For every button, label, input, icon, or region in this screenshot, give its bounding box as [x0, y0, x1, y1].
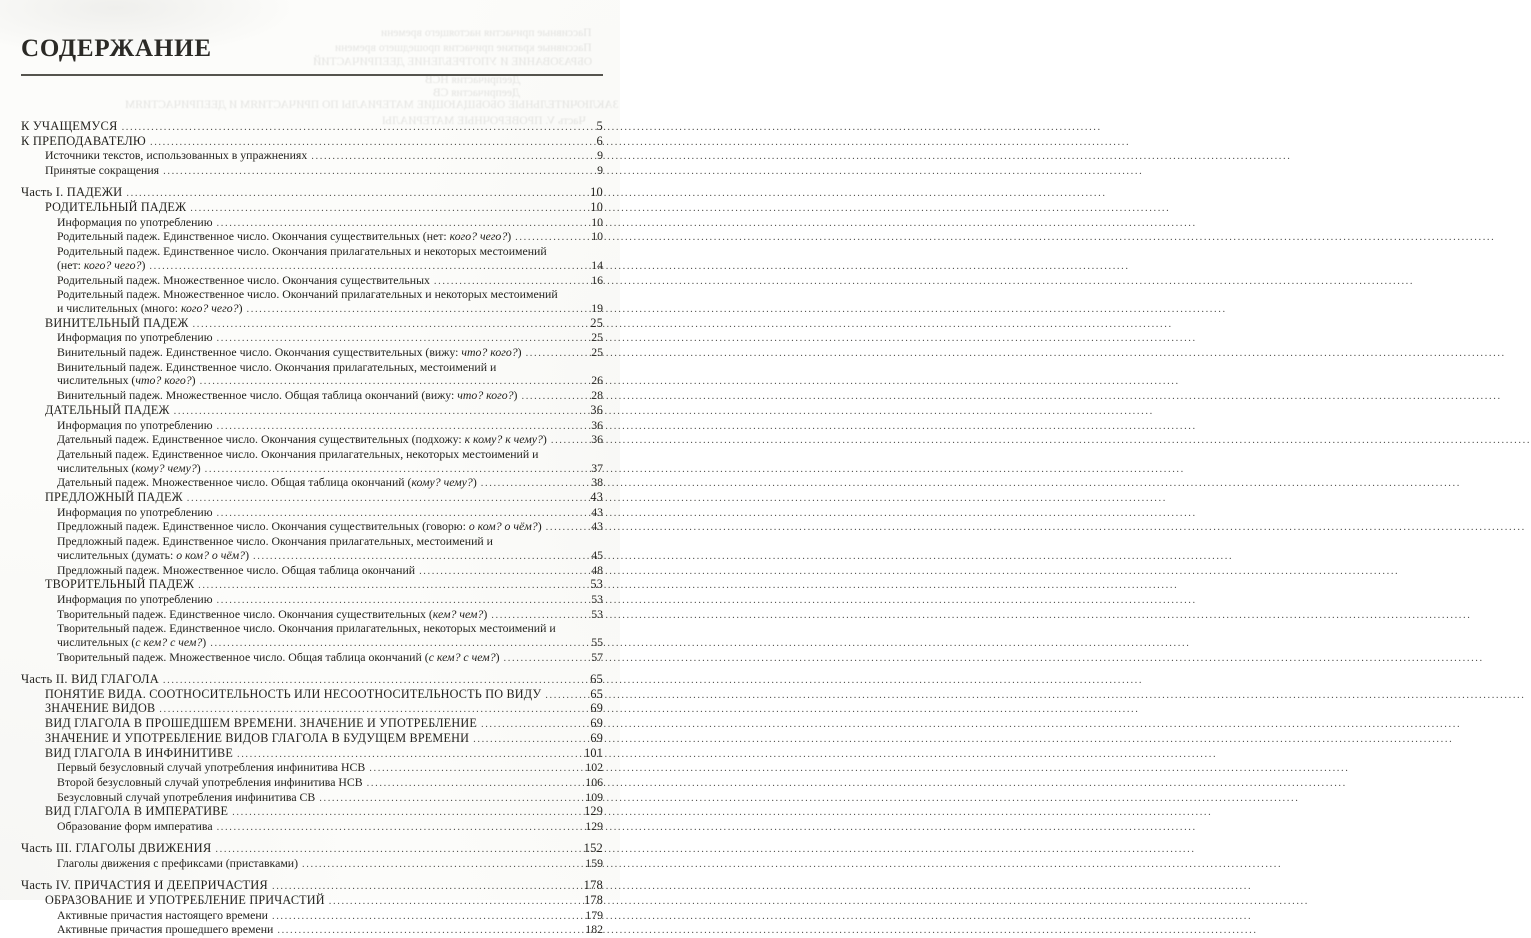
toc-page-number: 25 — [590, 315, 603, 330]
toc-entry-line — [21, 149, 603, 164]
toc-entry-line — [21, 186, 603, 201]
toc-entry-text: Винительный падеж. Единственное число. Окончания существительных (вижу: что? кого?) — [57, 345, 522, 360]
toc-page-number: 10 — [590, 200, 603, 215]
leader-dots — [434, 274, 589, 289]
leader-dots — [205, 462, 590, 477]
toc-entry-text: Часть II. ВИД ГЛАГОЛА — [21, 672, 159, 687]
leader-dots — [545, 688, 588, 703]
leader-dots — [277, 923, 583, 938]
toc-entry-line — [21, 761, 603, 776]
bleedthrough-line: Деепричастия НСВ — [424, 74, 520, 86]
leader-dots — [159, 702, 588, 717]
toc-entry-line — [21, 894, 603, 909]
toc-entry-text: Принятые сокращения — [45, 163, 160, 178]
toc-page-number: 178 — [583, 878, 603, 893]
toc-page-number: 53 — [590, 577, 603, 592]
leader-dots — [217, 593, 590, 608]
toc-page-number: 43 — [591, 519, 603, 534]
toc-entry-line — [21, 879, 603, 894]
leader-dots — [247, 302, 590, 317]
toc-entry-line — [21, 732, 603, 747]
toc-entry-line — [21, 506, 603, 521]
toc-page-number: 6 — [596, 133, 603, 148]
toc-entry-line — [21, 622, 603, 636]
toc-entry-line — [21, 216, 603, 231]
leader-dots — [174, 404, 589, 419]
toc-entry-text: ЗНАЧЕНИЕ ВИДОВ — [45, 701, 156, 716]
toc-entry-text: ВИНИТЕЛЬНЫЙ ПАДЕЖ — [45, 315, 189, 330]
leader-dots — [198, 578, 588, 593]
toc-page-number: 65 — [590, 686, 603, 701]
toc-page-number: 10 — [591, 229, 603, 244]
toc-entry-text: Информация по употреблению — [57, 504, 213, 519]
leader-dots — [253, 549, 589, 564]
toc-entry-line — [21, 462, 603, 477]
toc-entry-line — [21, 923, 603, 938]
toc-entry-line — [21, 201, 603, 216]
toc-entry-text: Родительный падеж. Множественное число. Окончаний прилагательных и некоторых местоимений — [57, 287, 558, 302]
toc-entry-text: ДАТЕЛЬНЫЙ ПАДЕЖ — [45, 402, 170, 417]
toc-entry-line — [21, 608, 603, 623]
toc-page-number: 101 — [584, 745, 603, 760]
toc-entry-line — [21, 791, 603, 806]
toc-entry-line — [21, 259, 603, 274]
toc-page-number: 109 — [585, 789, 603, 804]
leader-dots — [419, 564, 589, 579]
toc-entry-line — [21, 302, 603, 317]
toc-entry-line — [21, 776, 603, 791]
toc-page-number: 53 — [591, 592, 603, 606]
toc-entry-line — [21, 331, 603, 346]
toc-page-number: 5 — [596, 119, 603, 133]
leader-dots — [515, 230, 589, 245]
toc-page-number: 48 — [591, 562, 603, 577]
leader-dots — [217, 506, 590, 521]
toc-entry-text: Творительный падеж. Единственное число. Окончания существительных (кем? чем?) — [57, 606, 488, 621]
scanned-toc-page — [0, 0, 620, 937]
toc-entry-line — [21, 433, 603, 448]
toc-entry-text: Родительный падеж. Множественное число. Окончания существительных — [57, 272, 430, 287]
leader-dots — [210, 636, 589, 651]
leader-dots — [163, 164, 595, 179]
toc-entry-line — [21, 747, 603, 762]
leader-dots — [272, 909, 583, 924]
toc-page-number: 129 — [585, 819, 603, 834]
bleedthrough-line: Часть V. ПРОВЕРОЧНЫЕ МАТЕРИАЛЫ — [382, 115, 586, 127]
toc-entry-text: Глаголы движения с префиксами (приставками) — [57, 855, 299, 870]
toc-entry-text: К УЧАЩЕМУСЯ — [21, 119, 118, 133]
toc-entry-line — [21, 389, 603, 404]
toc-page-number: 45 — [591, 547, 603, 562]
toc-entry-line — [21, 909, 603, 924]
leader-dots — [504, 651, 590, 666]
bleedthrough-line: Пассивные причастия настоящего времени — [381, 27, 592, 39]
toc-entry-text: Часть IV. ПРИЧАСТИЯ И ДЕЕПРИЧАСТИЯ — [21, 878, 268, 893]
toc-entry-line — [21, 673, 603, 688]
toc-entry-line — [21, 651, 603, 666]
leader-dots — [126, 186, 588, 201]
toc-entry-line — [21, 135, 603, 150]
toc-entry-text: числительных (думать: о ком? о чём?) — [57, 547, 250, 562]
toc-page-number: 129 — [584, 804, 603, 819]
toc-page-number: 65 — [590, 672, 603, 687]
toc-page-number: 25 — [591, 345, 603, 360]
toc-entry-text: Образование форм императива — [57, 819, 213, 834]
toc-page-number: 38 — [591, 475, 603, 490]
toc-entry-text: (нет: кого? чего?) — [57, 257, 146, 272]
leader-dots — [150, 135, 595, 150]
bleedthrough-line: Пассивные краткие причастия прошедшего времени — [335, 42, 592, 54]
toc-entry-text: ТВОРИТЕЛЬНЫЙ ПАДЕЖ — [45, 577, 195, 592]
toc-entry-text: Винительный падеж. Единственное число. Окончания прилагательных, местоимений и — [57, 359, 497, 374]
toc-entry-text: Винительный падеж. Множественное число. Общая таблица окончаний (вижу: что? кого?) — [57, 388, 518, 403]
bleedthrough-line: ОБРАЗОВАНИЕ И УПОТРЕБЛЕНИЕ ДЕЕПРИЧАСТИЙ — [312, 56, 592, 68]
leader-dots — [149, 259, 589, 274]
toc-entry-text: ОБРАЗОВАНИЕ И УПОТРЕБЛЕНИЕ ПРИЧАСТИЙ — [45, 892, 325, 907]
leader-dots — [272, 879, 582, 894]
leader-dots — [215, 842, 581, 857]
page-content — [21, 0, 603, 938]
toc-page-number: 159 — [585, 855, 603, 870]
toc-entry-text: числительных (кому? чему?) — [57, 460, 201, 475]
toc-page-number: 16 — [591, 272, 603, 287]
toc-entry-text: Дательный падеж. Множественное число. Общая таблица окончаний (кому? чему?) — [57, 475, 477, 490]
toc-page-number: 14 — [591, 257, 603, 272]
title-rule — [21, 74, 603, 76]
leader-dots — [546, 520, 590, 535]
leader-dots — [122, 120, 595, 135]
leader-dots — [232, 805, 582, 820]
toc-entry-line — [21, 230, 603, 245]
toc-entry-line — [21, 820, 603, 835]
toc-entry-line — [21, 164, 603, 179]
leader-dots — [217, 820, 584, 835]
toc-page-number: 10 — [590, 185, 603, 200]
toc-entry-line — [21, 361, 603, 375]
toc-entry-text: ЗНАЧЕНИЕ И УПОТРЕБЛЕНИЕ ВИДОВ ГЛАГОЛА В БУДУЩЕМ ВРЕМЕНИ — [45, 730, 470, 745]
toc-page-number: 179 — [585, 907, 603, 922]
toc-entry-line — [21, 520, 603, 535]
leader-dots — [481, 717, 588, 732]
toc-entry-line — [21, 448, 603, 462]
toc-entry-line — [21, 593, 603, 608]
leader-dots — [237, 747, 582, 762]
toc-entry-text: Информация по употреблению — [57, 214, 213, 229]
leader-dots — [367, 776, 584, 791]
toc-entry-line — [21, 535, 603, 549]
toc-page-number: 55 — [591, 635, 603, 650]
toc-page-number: 43 — [591, 504, 603, 519]
toc-entry-text: числительных (что? кого?) — [57, 373, 196, 388]
leader-dots — [481, 476, 589, 491]
leader-dots — [491, 608, 589, 623]
toc-list — [21, 120, 603, 938]
bleedthrough-line: Деепричастия СВ — [433, 87, 520, 99]
toc-entry-text: ВИД ГЛАГОЛА В ИНФИНИТИВЕ — [45, 745, 233, 760]
bleedthrough-line: ЗАКЛЮЧИТЕЛЬНЫЕ ОБОБЩАЮЩИЕ МАТЕРИАЛЫ ПО ПРИЧАСТИЯМ И ДЕЕПРИЧАСТИЯМ — [124, 99, 618, 111]
toc-entry-text: Предложный падеж. Единственное число. Окончания прилагательных, местоимений и — [57, 534, 493, 549]
toc-page-number: 57 — [591, 649, 603, 664]
toc-entry-text: Информация по употреблению — [57, 417, 213, 432]
leader-dots — [163, 673, 588, 688]
toc-entry-line — [21, 317, 603, 332]
toc-entry-text: Родительный падеж. Единственное число. Окончания прилагательных и некоторых местоимений — [57, 244, 547, 259]
leader-dots — [302, 857, 583, 872]
toc-page-number: 102 — [585, 760, 603, 775]
toc-page-number: 36 — [591, 417, 603, 432]
toc-entry-line — [21, 476, 603, 491]
leader-dots — [473, 732, 588, 747]
leader-dots — [190, 201, 588, 216]
toc-entry-text: ВИД ГЛАГОЛА В ИМПЕРАТИВЕ — [45, 804, 229, 819]
toc-entry-line — [21, 702, 603, 717]
toc-entry-line — [21, 419, 603, 434]
toc-entry-line — [21, 578, 603, 593]
toc-page-number: 9 — [597, 163, 603, 178]
toc-entry-line — [21, 805, 603, 820]
toc-entry-line — [21, 564, 603, 579]
toc-page-number: 53 — [591, 606, 603, 621]
leader-dots — [319, 791, 583, 806]
leader-dots — [217, 419, 590, 434]
leader-dots — [217, 216, 590, 231]
leader-dots — [521, 389, 589, 404]
toc-page-number: 10 — [591, 214, 603, 229]
toc-entry-text: ВИД ГЛАГОЛА В ПРОШЕДШЕМ ВРЕМЕНИ. ЗНАЧЕНИЕ И УПОТРЕБЛЕНИЕ — [45, 716, 477, 731]
toc-entry-text: и числительных (много: кого? чего?) — [57, 300, 243, 315]
toc-page-number: 25 — [591, 330, 603, 345]
toc-entry-line — [21, 842, 603, 857]
toc-entry-line — [21, 549, 603, 564]
leader-dots — [369, 761, 583, 776]
toc-entry-text: Предложный падеж. Множественное число. Общая таблица окончаний — [57, 562, 416, 577]
toc-page-number: 28 — [591, 388, 603, 403]
toc-entry-line — [21, 636, 603, 651]
toc-page-number: 19 — [591, 300, 603, 315]
toc-entry-line — [21, 274, 603, 289]
toc-entry-text: Безусловный случай употребления инфинитива СВ — [57, 789, 316, 804]
toc-entry-line — [21, 288, 603, 302]
toc-page-number: 178 — [584, 892, 603, 907]
toc-entry-line — [21, 688, 603, 703]
toc-page-number: 182 — [585, 922, 603, 937]
toc-page-number: 69 — [590, 716, 603, 731]
toc-entry-text: Источники текстов, использованных в упражнениях — [45, 148, 308, 163]
toc-page-number: 26 — [591, 373, 603, 388]
toc-entry-text: числительных (с кем? с чем?) — [57, 635, 207, 650]
toc-page-number: 37 — [591, 460, 603, 475]
toc-page-number: 43 — [590, 490, 603, 505]
toc-entry-text: Творительный падеж. Множественное число. Общая таблица окончаний (с кем? с чем?) — [57, 649, 500, 664]
leader-dots — [217, 331, 590, 346]
toc-entry-text: Информация по употреблению — [57, 592, 213, 606]
toc-page-number: 152 — [583, 841, 603, 856]
leader-dots — [193, 317, 589, 332]
leader-dots — [329, 894, 582, 909]
toc-entry-line — [21, 491, 603, 506]
toc-entry-text: Второй безусловный случай употребления инфинитива НСВ — [57, 774, 363, 789]
toc-entry-line — [21, 717, 603, 732]
page-title: СОДЕРЖАНИЕ — [21, 35, 212, 62]
toc-entry-line — [21, 120, 603, 135]
leader-dots — [200, 374, 590, 389]
toc-page-number: 36 — [590, 402, 603, 417]
toc-entry-text: Дательный падеж. Единственное число. Окончания прилагательных, некоторых местоимений и — [57, 446, 539, 461]
leader-dots — [526, 346, 590, 361]
toc-entry-line — [21, 245, 603, 259]
leader-dots — [311, 149, 595, 164]
leader-dots — [187, 491, 589, 506]
toc-entry-line — [21, 374, 603, 389]
toc-entry-line — [21, 857, 603, 872]
toc-entry-text: Родительный падеж. Единственное число. Окончания существительных (нет: кого? чего?) — [57, 229, 512, 244]
toc-entry-line — [21, 346, 603, 361]
toc-entry-text: Дательный падеж. Единственное число. Окончания существительных (подхожу: к кому? к чему?) — [57, 432, 547, 447]
toc-entry-text: Активные причастия прошедшего времени — [57, 922, 274, 937]
toc-page-number: 9 — [597, 148, 603, 163]
toc-page-number: 69 — [590, 701, 603, 716]
toc-entry-text: Творительный падеж. Единственное число. Окончания прилагательных, некоторых местоимений и — [57, 621, 556, 636]
toc-page-number: 69 — [590, 730, 603, 745]
toc-page-number: 36 — [591, 432, 603, 447]
toc-page-number: 106 — [585, 774, 603, 789]
leader-dots — [551, 433, 589, 448]
toc-entry-text: Информация по употреблению — [57, 330, 213, 345]
toc-entry-text: К ПРЕПОДАВАТЕЛЮ — [21, 133, 146, 148]
toc-entry-text: Часть III. ГЛАГОЛЫ ДВИЖЕНИЯ — [21, 841, 212, 856]
toc-entry-line — [21, 404, 603, 419]
toc-entry-text: Предложный падеж. Единственное число. Окончания существительных (говорю: о ком? о чём?) — [57, 519, 542, 534]
toc-entry-text: ПРЕДЛОЖНЫЙ ПАДЕЖ — [45, 490, 183, 505]
toc-entry-text: Часть I. ПАДЕЖИ — [21, 185, 123, 200]
toc-entry-text: Активные причастия настоящего времени — [57, 907, 268, 922]
toc-entry-text: Первый безусловный случай употребления инфинитива НСВ — [57, 760, 366, 775]
toc-entry-text: РОДИТЕЛЬНЫЙ ПАДЕЖ — [45, 200, 187, 215]
toc-entry-text: ПОНЯТИЕ ВИДА. СООТНОСИТЕЛЬНОСТЬ ИЛИ НЕСООТНОСИТЕЛЬНОСТЬ ПО ВИДУ — [45, 686, 542, 701]
